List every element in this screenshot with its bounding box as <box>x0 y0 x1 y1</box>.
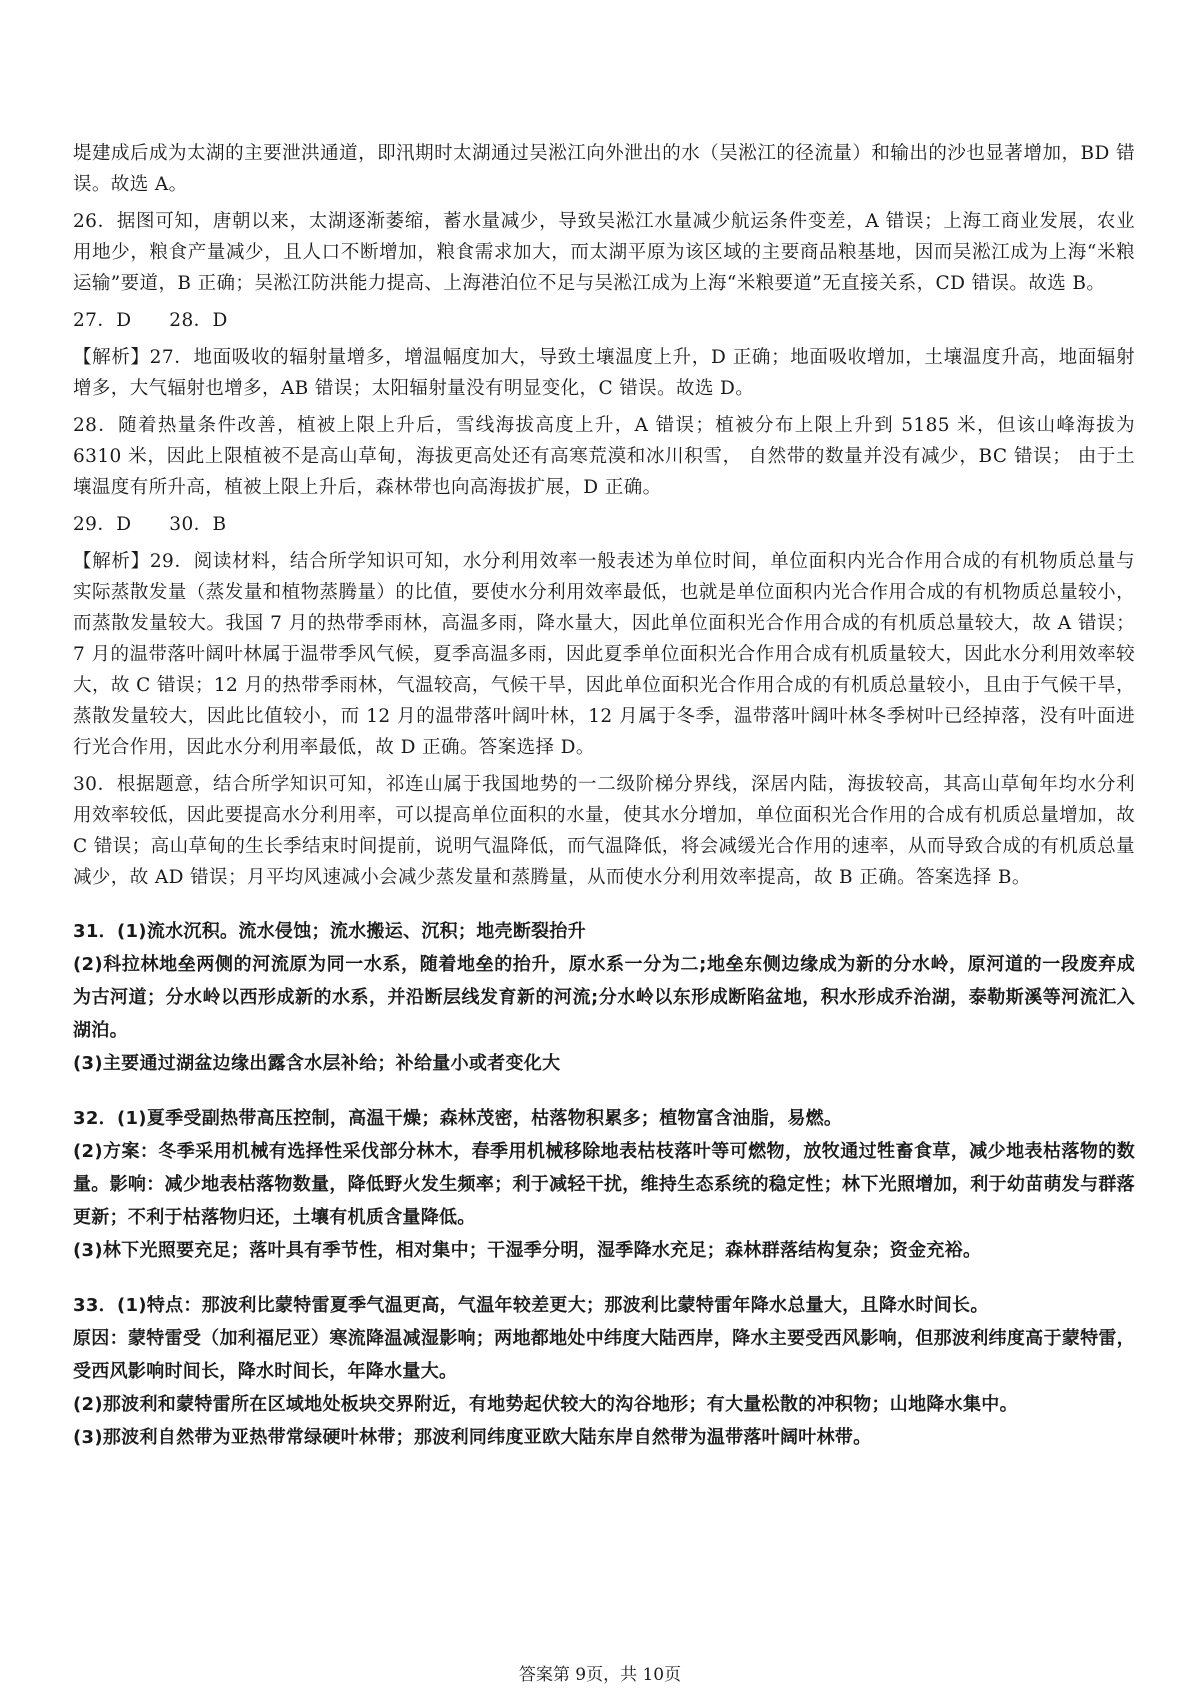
question-31-answer <box>73 915 1135 1080</box>
q31-part1: 31．(1)流水沉积。流水侵蚀；流水搬运、沉积；地壳断裂抬升 <box>73 921 587 942</box>
paragraph-25-tail: 堤建成后成为太湖的主要泄洪通道，即汛期时太湖通过吴淞江向外泄出的水（吴淞江的径流量）和输出的沙也显著增加，BD 错误。故选 A。 <box>73 143 1135 195</box>
q32-part2: (2)方案：冬季采用机械有选择性采伐部分林木，春季用机械移除地表枯枝落叶等可燃物，放牧通过牲畜食草，减少地表枯落物的数量。影响：减少地表枯落物数量，降低野火发生频率；利于减轻干扰，维持生态系统的稳定性；林下光照增加，利于幼苗萌发与群落更新；不利于枯落物归还，土壤有机质含量降低。 <box>73 1141 1135 1228</box>
page-footer: 答案第 9页，共 10页 <box>518 1665 682 1685</box>
paragraph-26: 26．据图可知，唐朝以来，太湖逐渐萎缩，蓄水量减少，导致吴淞江水量减少航运条件变差，A 错误；上海工商业发展，农业用地少，粮食产量减少，且人口不断增加，粮食需求加大，而太湖平原为该区域的主要商品粮基地，因而吴淞江成为上海“米粮运输”要道，B 正确；吴淞江防洪能力提高、上海港泊位不足与吴淞江成为上海“米粮要道”无直接关系，CD 错误。故选 B。 <box>73 211 1135 294</box>
q33-reason: 原因：蒙特雷受（加利福尼亚）寒流降温减湿影响；两地都地处中纬度大陆西岸，降水主要受西风影响，但那波利纬度高于蒙特雷，受西风影响时间长，降水时间长，年降水量大。 <box>73 1328 1135 1382</box>
q31-part3: (3)主要通过湖盆边缘出露含水层补给；补给量小或者变化大 <box>73 1053 561 1074</box>
question-33-answer <box>73 1289 1135 1454</box>
analysis-29: 【解析】29．阅读材料，结合所学知识可知，水分利用效率一般表述为单位时间，单位面积内光合作用合成的有机物质总量与实际蒸散发量（蒸发量和植物蒸腾量）的比值，要使水分利用效率最低，也就是单位面积内光合作用合成的有机物质总量较小，而蒸散发量较大。我国 7 月的热带季雨林，高温多雨，降水量大，因此单位面积光合作用合成的有机质总量较大，故 A 错误；7 月的温带落叶阔叶林属于温带季风气候，夏季高温多雨，因此夏季单位面积光合作用合成有机质量较大，因此水分利用效率较大，故 C 错误；12 月的热带季雨林，气温较高，气候干旱，因此单位面积光合作用合成的有机质总量较小，且由于气候干旱，蒸散发量较大，因此比值较小，而 12 月的温带落叶阔叶林，12 月属于冬季，温带落叶阔叶林冬季树叶已经掉落，没有叶面进行光合作用，因此水分利用率最低，故 D 正确。答案选择 D。 <box>73 551 1135 758</box>
answer-29-30: 29．D 30．B <box>73 514 227 535</box>
question-32-answer <box>73 1102 1135 1267</box>
q33-part1: 33．(1)特点：那波利比蒙特雷夏季气温更高，气温年较差更大；那波利比蒙特雷年降水总量大，且降水时间长。 <box>73 1295 989 1316</box>
answer-27-28: 27．D 28．D <box>73 310 228 331</box>
q33-part2: (2)那波利和蒙特雷所在区域地处板块交界附近，有地势起伏较大的沟谷地形；有大量松散的冲积物；山地降水集中。 <box>73 1394 1018 1415</box>
answer-content <box>73 138 1135 1454</box>
q32-part3: (3)林下光照要充足；落叶具有季节性，相对集中；干湿季分明，湿季降水充足；森林群落结构复杂；资金充裕。 <box>73 1240 982 1261</box>
q32-part1: 32．(1)夏季受副热带高压控制，高温干燥；森林茂密，枯落物积累多；植物富含油脂，易燃。 <box>73 1108 843 1129</box>
q31-part2: (2)科拉林地垒两侧的河流原为同一水系，随着地垒的抬升，原水系一分为二;地垒东侧边缘成为新的分水岭，原河道的一段废弃成为古河道；分水岭以西形成新的水系，并沿断层线发育新的河流;分水岭以东形成断陷盆地，积水形成乔治湖，泰勒斯溪等河流汇入湖泊。 <box>73 954 1135 1041</box>
analysis-30: 30．根据题意，结合所学知识可知，祁连山属于我国地势的一二级阶梯分界线，深居内陆，海拔较高，其高山草甸年均水分利用效率较低，因此要提高水分利用率，可以提高单位面积的水量，使其水分增加，单位面积光合作用的合成有机质总量增加，故 C 错误；高山草甸的生长季结束时间提前，说明气温降低，而气温降低，将会减缓光合作用的速率，从而导致合成的有机质总量减少，故 AD 错误；月平均风速减小会减少蒸发量和蒸腾量，从而使水分利用效率提高，故 B 正确。答案选择 B。 <box>73 774 1135 888</box>
q33-part3: (3)那波利自然带为亚热带常绿硬叶林带；那波利同纬度亚欧大陆东岸自然带为温带落叶阔叶林带。 <box>73 1427 872 1448</box>
analysis-28: 28．随着热量条件改善，植被上限上升后，雪线海拔高度上升，A 错误；植被分布上限上升到 5185 米，但该山峰海拔为 6310 米，因此上限植被不是高山草甸，海拔更高处还有高寒荒漠和冰川积雪， 自然带的数量并没有减少，BC 错误； 由于土壤温度有所升高，植被上限上升后，森林带也向高海拔扩展，D 正确。 <box>73 415 1135 498</box>
analysis-27: 【解析】27．地面吸收的辐射量增多，增温幅度加大，导致土壤温度上升，D 正确；地面吸收增加，土壤温度升高，地面辐射增多，大气辐射也增多，AB 错误；太阳辐射量没有明显变化，C 错误。故选 D。 <box>73 347 1135 399</box>
